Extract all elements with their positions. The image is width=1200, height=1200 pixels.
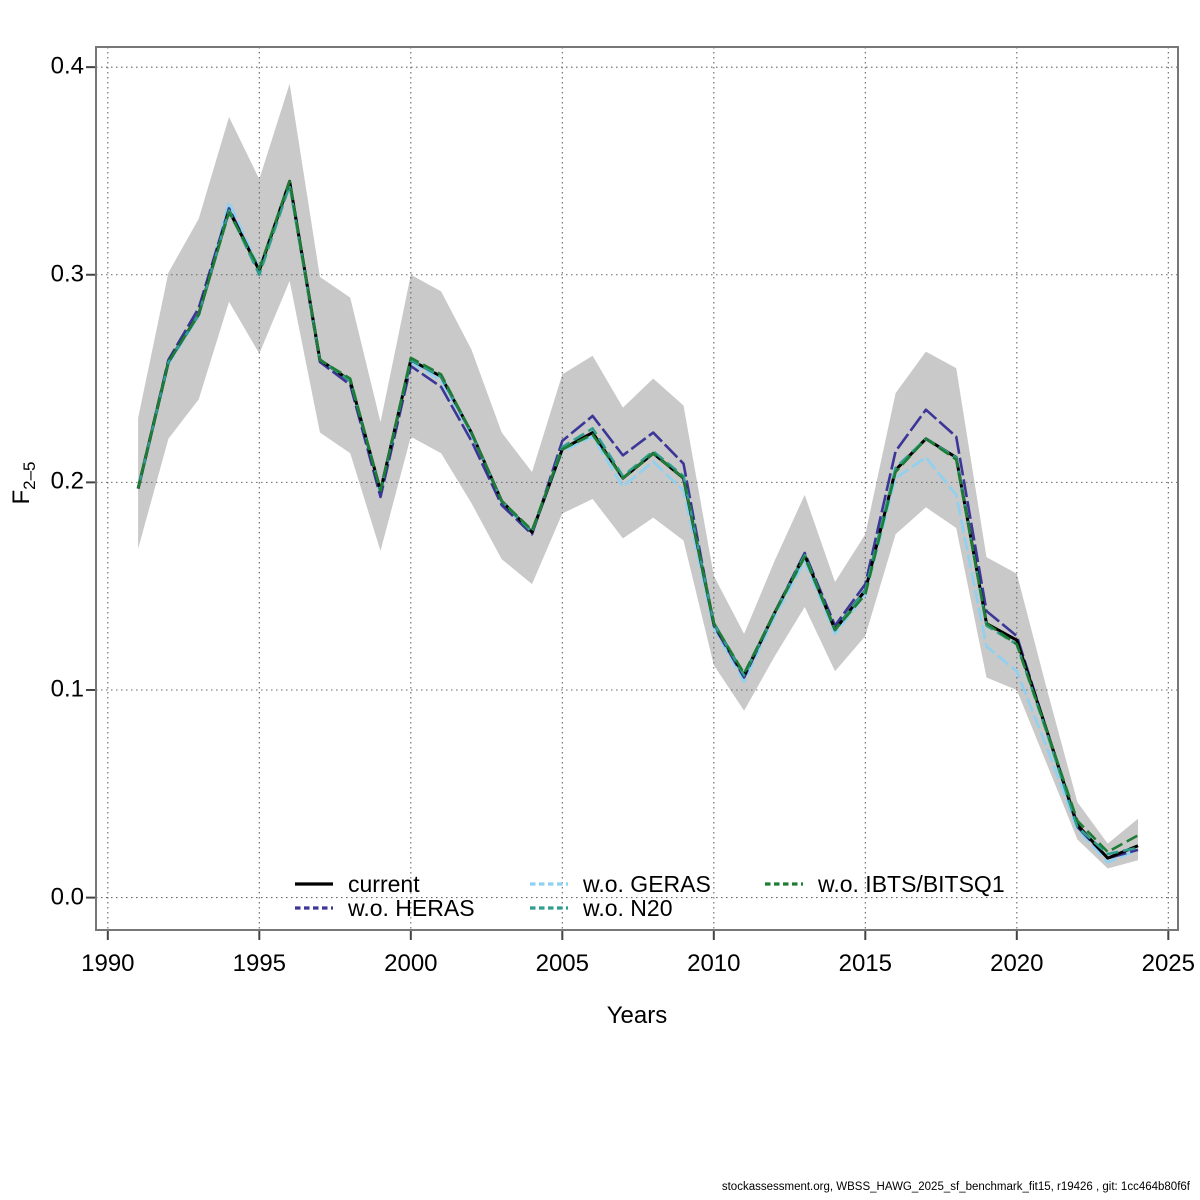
legend-swatch-current [295, 880, 333, 888]
x-tick-label-2025: 2025 [1141, 950, 1195, 977]
y-axis-title [8, 461, 40, 504]
legend-item-w-o-n20 [530, 895, 673, 921]
y-tick-label-0.1: 0.1 [50, 675, 84, 703]
legend-item-w-o-geras [530, 871, 711, 897]
legend-swatch-w-o-heras [295, 904, 333, 912]
x-tick-label-1995: 1995 [232, 950, 287, 977]
legend-swatch-w-o-geras [530, 880, 568, 888]
x-tick-label-2020: 2020 [990, 950, 1044, 977]
legend-label: w.o. GERAS [583, 870, 711, 897]
legend-item-current [295, 871, 420, 897]
x-tick-label-2015: 2015 [838, 950, 892, 977]
legend-swatch-w-o-ibts-bitsq1 [765, 880, 803, 888]
y-tick-label-0.3: 0.3 [50, 260, 84, 288]
legend-item-w-o-ibts-bitsq1 [765, 871, 1005, 897]
y-axis-title-main: F [8, 489, 36, 505]
legend-label: w.o. HERAS [348, 894, 475, 921]
y-tick-label-0.2: 0.2 [50, 467, 84, 495]
y-axis-title-subscript: 2–5 [19, 461, 39, 490]
x-tick-label-1990: 1990 [81, 950, 135, 977]
x-tick-label-2010: 2010 [687, 950, 741, 977]
legend-label: current [348, 870, 420, 897]
x-tick-label-2005: 2005 [535, 950, 589, 977]
y-tick-label-0.0: 0.0 [50, 883, 84, 911]
legend-item-w-o-heras [295, 895, 475, 921]
legend-swatch-w-o-n20 [530, 904, 568, 912]
legend-label: w.o. N20 [583, 894, 673, 921]
footer-run-info: stockassessment.org, WBSS_HAWG_2025_sf_benchmark_fit15, r19426 , git: 1cc464b80f6f [721, 1181, 1190, 1193]
confidence-band [138, 84, 1138, 869]
x-axis-title: Years [606, 1002, 668, 1029]
x-tick-label-2000: 2000 [384, 950, 438, 977]
y-tick-label-0.4: 0.4 [50, 52, 84, 80]
legend-label: w.o. IBTS/BITSQ1 [818, 870, 1005, 897]
